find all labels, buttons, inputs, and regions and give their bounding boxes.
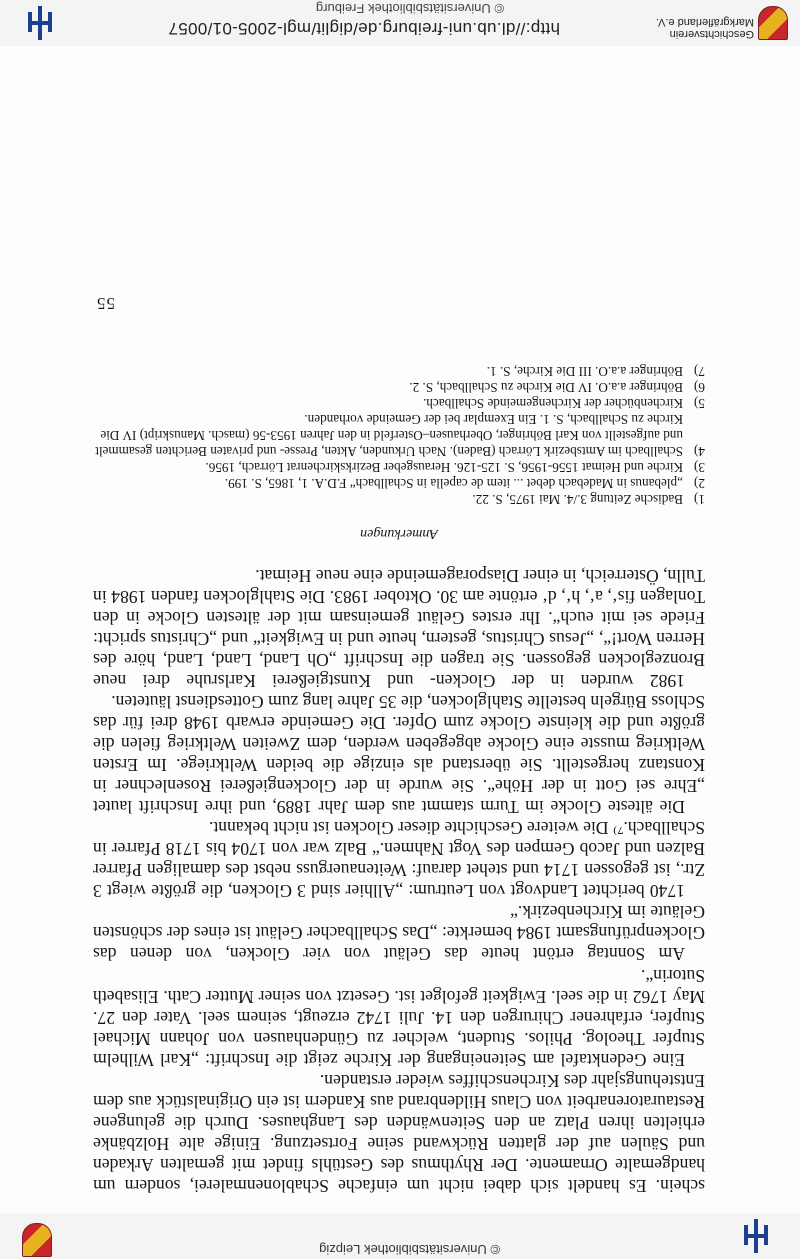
association-emblem-icon [758,6,788,40]
copyright-text: © Universitätsbibliothek Freiburg [315,1,504,16]
footer-bar [0,0,800,46]
association-emblem-icon [22,1223,52,1257]
note-item: 1) Badische Zeitung 3./4. Mai 1975, S. 22. [472,491,705,507]
note-item: 3) Kirche und Heimat 1556-1956, S. 125-126. Herausgeber Bezirkskirchenrat Lörrach, 1956. [205,459,705,475]
body-paragraph: Am Sonntag ertönt heute das Geläut von vier Glocken, von denen das Glockenprüfungsamt 1984 bemerkte: „Das Schallbacher Geläut ist eines der schönsten Geläute im Kirchenbezirk.“ [93,902,705,965]
note-item: 5) Kirchenbücher der Kirchengemeinde Schallbach. [423,395,705,411]
header-bar [0,1213,800,1259]
notes-list [93,363,705,507]
ub-logo-icon [744,1219,768,1253]
page-content [93,293,705,1196]
note-item: 2) „plebanus in Madebach debet ... item de capella in Schallbach“ F.D.A. 1, 1865, S. 199. [224,475,705,491]
body-paragraph: Eine Gedenktafel am Seiteneingang der Kirche zeigt die Inschrift: „Karl Wilhelm Stupfer Theolog. Philos. Student, welcher zu Gündenhausen von Johann Michael Stupfer, erfahrener Chirurgen den 14. Juli 1742 erzeugt, seinem seel. Vater den 27. May 1762 in die seel. Ewigkeit gefolget ist. Gesetzt von seiner Mutter Cath. Elisabeth Sutorin“. [93,965,705,1070]
body-paragraph: Die älteste Glocke im Turm stammt aus dem Jahr 1889, und ihre Inschrift lautet „Ehre sei Gott in der Höhe“. Sie wurde in der Glockengießerei Rosenlechner in Konstanz hergestellt. Sie überstand als einzige die beiden Weltkriege. Im Ersten Weltkrieg musste eine Glocke abgegeben werden, dem Zweiten Weltkrieg fielen die größte und die kleinste Glocke zum Opfer. Die Gemeinde erwarb 1948 drei für das Schloss Bürgeln bestellte Stahlglocken, die 35 Jahre lang zum Gottesdienst läuteten. [93,691,705,818]
note-item: 7) Böhringer a.a.O. III Die Kirche, S. 1. [486,363,705,379]
body-paragraph: 1740 berichtet Landvogt von Leutrum: „Allhier sind 3 Glocken, die größte wiegt 3 Ztr., ist gegossen 1714 und stehet darauf: Weitenauerguss nebst des damaligen Pfarrer Balzen und Jacob Gempen des Vogt Nahmen.“ Balz war von 1704 bis 1718 Pfarrer in Schallbach.⁷⁾ Die weitere Geschichte dieser Glocken ist nicht bekannt. [93,818,705,902]
ub-logo-icon [28,6,52,40]
document-url[interactable]: http://dl.ub.uni-freiburg.de/diglit/mgl-2005-01/0057 [168,19,560,38]
page-number: 55 [96,293,115,313]
body-paragraph: 1982 wurden in der Glocken- und Kunstgießerei Karlsruhe drei neue Bronzeglocken gegossen. Sie tragen die Inschrift „Oh Land, Land, Land, höre des Herren Wort!“, „Jesus Christus, gestern, heute und in Ewigkeit“ und „Christus spricht: Friede sei mit euch“. Ihr erstes Geläut gemeinsam mit der ältesten Glocke in den Tonlagen fis‘, a‘, h‘, d‘ ertönte am 30. Oktober 1983. Die Stahlglocken fanden 1984 in Tulln, Österreich, in einer Diasporagemeinde eine neue Heimat. [93,565,705,691]
site-text: © Universitätsbibliothek Leipzig [319,1242,500,1257]
body-paragraph: schein. Es handelt sich dabei nicht um einfache Schablonenmalerei, sondern um handgemalte Ornamente. Der Rhythmus des Gestühls findet mit gemalten Arkaden und Säulen auf der glatten Rückwand seine Fortsetzung. Einige alte Holzbänke erhielten ihren Platz an den Seitenwänden des Langhauses. Durch die gelungene Restauratorenarbeit von Claus Hildenbrand aus Kandern ist ein Originalstück aus dem Entstehungsjahr des Kirchenschiffes wieder erstanden. [93,1070,705,1196]
note-item: 4) Schallbach im Amtsbezirk Lörrach (Baden). Nach Urkunden, Akten, Presse- und privaten Berichten gesammelt und aufgestellt von Karl Böhringer, Oberhausen–Osterfeld in den Jahren 1953-56 (masch. Manuskript) IV Die Kirche zu Schallbach, S. 1. Ein Exemplar bei der Gemeinde vorhanden. [95,411,705,459]
notes-title: Anmerkungen [360,525,438,541]
association-name: Geschichtsverein Markgräflerland e.V. [655,16,754,40]
note-item: 6) Böhringer a.a.O. IV Die Kirche zu Schallbach, S. 2. [409,379,705,395]
